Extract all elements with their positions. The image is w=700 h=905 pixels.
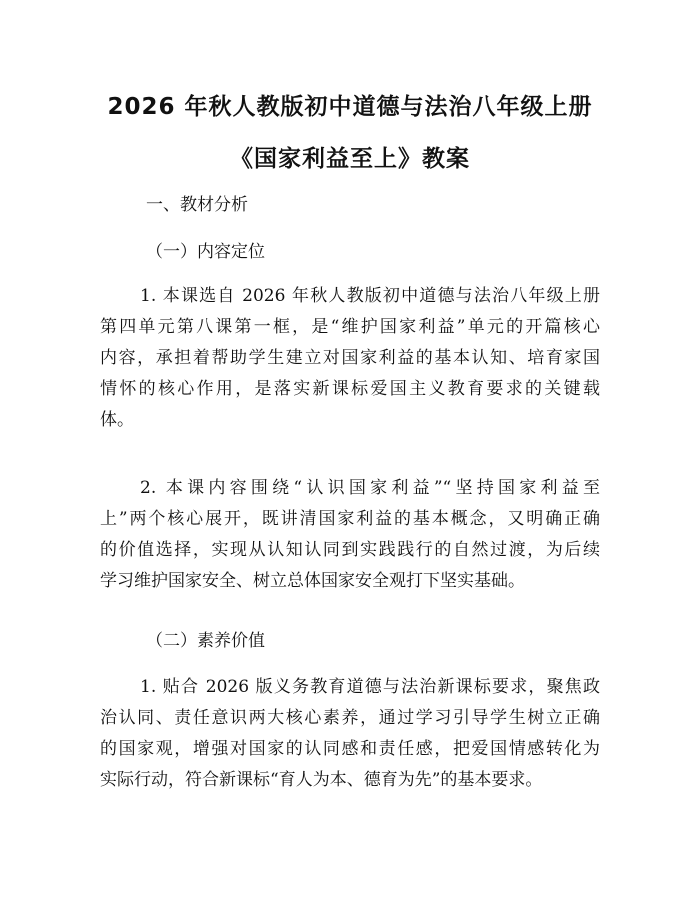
paragraph-line: 学习维护国家安全、树立总体国家安全观打下坚实基础。 [100, 571, 525, 591]
paragraph-line: 第四单元第八课第一框，是“维护国家利益”单元的开篇核心 [100, 317, 600, 337]
paragraph-line: 的价值选择，实现从认知认同到实践践行的自然过渡，为后续 [100, 540, 600, 560]
paragraph-content-positioning-2 [100, 473, 600, 597]
paragraph-line: 1. 贴合 2026 版义务教育道德与法治新课标要求，聚焦政 [140, 677, 600, 697]
paragraph-line: 的国家观，增强对国家的认同感和责任感，把爱国情感转化为 [100, 739, 600, 759]
paragraph-line: 2. 本课内容围绕“认识国家利益”“坚持国家利益至 [140, 478, 600, 498]
paragraph-line: 内容，承担着帮助学生建立对国家利益的基本认知、培育家国 [100, 348, 600, 368]
subsection-heading-content-positioning: （一）内容定位 [146, 242, 265, 262]
paragraph-line: 上”两个核心展开，既讲清国家利益的基本概念，又明确正确 [100, 509, 600, 529]
paragraph-literacy-value-1 [100, 672, 600, 796]
paragraph-line: 实际行动，符合新课标“育人为本、德育为先”的基本要求。 [100, 770, 543, 790]
document-title-line-1: 2026 年秋人教版初中道德与法治八年级上册 [107, 94, 593, 120]
section-heading: 一、教材分析 [146, 195, 248, 215]
paragraph-line: 治认同、责任意识两大核心素养，通过学习引导学生树立正确 [100, 708, 600, 728]
paragraph-line: 体。 [100, 410, 134, 430]
paragraph-line: 1. 本课选自 2026 年秋人教版初中道德与法治八年级上册 [140, 286, 600, 306]
subsection-heading-literacy-value: （二）素养价值 [146, 631, 265, 651]
paragraph-line: 情怀的核心作用，是落实新课标爱国主义教育要求的关键载 [100, 379, 600, 399]
document-title-line-2: 《国家利益至上》教案 [230, 146, 470, 172]
paragraph-content-positioning-1 [100, 281, 600, 436]
